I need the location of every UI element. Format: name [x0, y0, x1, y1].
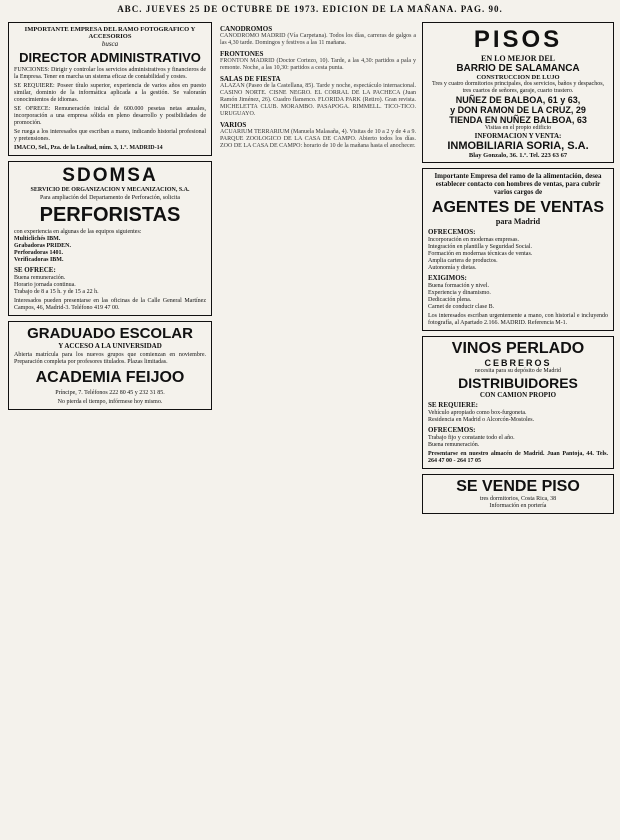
piso-title: SE VENDE PISO	[456, 478, 580, 495]
vinos-contact: Presentarse en nuestro almacén de Madrid. Juan Pantoja, 44. Tels. 264 47 00 - 264 17 05	[428, 451, 608, 464]
piso-contact: Información en portería	[489, 503, 547, 509]
pisos-company: INMOBILIARIA SORIA, S.A.	[447, 140, 589, 152]
agentes-sub: para Madrid	[495, 217, 541, 226]
pisos-contact: Blay Gonzalo, 36. 1.º. Tel. 223 63 67	[468, 152, 568, 159]
offer-list	[428, 237, 608, 272]
sdomsa-title: PERFORISTAS	[39, 204, 181, 226]
section-title: SALAS DE FIESTA	[220, 75, 281, 83]
list-item: Perforadoras 1401.	[14, 250, 63, 256]
req-list	[428, 410, 608, 424]
section-text: CANODROMO MADRID (Vía Carpetana). Todos los días, carreras de galgos a las 4,30 tarde. Domingos y festivos a las 11 mañana.	[220, 33, 416, 46]
list-item: Buena formación y nivel.	[428, 283, 489, 289]
pisos-line1: EN LO MEJOR DEL	[480, 54, 555, 63]
sdomsa-name: SDOMSA	[62, 165, 158, 186]
offer-list	[14, 275, 206, 296]
list-item: Grabadoras PRIDEN.	[14, 243, 72, 249]
list-item: Multiclichés IBM.	[14, 236, 61, 242]
vinos-title: VINOS PERLADO	[451, 340, 585, 357]
pisos-addr1: NUÑEZ DE BALBOA, 61 y 63,	[455, 95, 581, 105]
ad-pisos	[422, 22, 614, 163]
funciones: FUNCIONES: Dirigir y controlar los servicios administrativos y financieros de la Empresa. Tener en marcha un sistema eficaz de contabilidad y costes.	[14, 67, 206, 80]
pisos-addr3: TIENDA EN NUÑEZ BALBOA, 63	[449, 115, 587, 125]
ofrece: SE OFRECE: Remuneración inicial de 600.000 pesetas netas anuales, incorporación a una empresa sólida en pleno desarrollo y posibilidades de promoción.	[14, 106, 206, 126]
graduado-title: GRADUADO ESCOLAR	[27, 325, 193, 342]
graduado-footer: No pierda el tiempo, infórmese hoy mismo.	[57, 399, 163, 405]
contact: Se ruega a los interesados que escriban a mano, indicando historial profesional y pretensiones.	[14, 129, 206, 142]
sdomsa-subtitle: SERVICIO DE ORGANIZACION Y MECANIZACION, S.A.	[30, 187, 190, 193]
page-header: ABC. JUEVES 25 DE OCTUBRE DE 1973. EDICION DE LA MAÑANA. PAG. 90.	[117, 4, 503, 14]
list-item: Incorporación en modernas empresas.	[428, 237, 519, 243]
section-title: VARIOS	[220, 121, 247, 129]
list-item: Formación en modernas técnicas de ventas.	[428, 251, 533, 257]
ad-piso	[422, 474, 614, 514]
list-item: Integración en plantilla y Seguridad Social.	[428, 244, 532, 250]
requiere: SE REQUIERE: Poseer título superior, experiencia de varios años en puesto similar, dominio de la informática aplicada a la gestión. Se valorarán conocimientos de idiomas.	[14, 83, 206, 103]
piso-body: tres dormitorios, Costa Rica, 38	[479, 496, 557, 502]
offer-list	[428, 435, 608, 449]
list-item: Vehículo apropiado como box-furgoneta.	[428, 410, 527, 416]
section-text: FRONTON MADRID (Doctor Cortezo, 10). Tarde, a las 4,30: partidos a pala y remonte. Noche, a las 10,30: partidos a cesta punta.	[220, 58, 416, 71]
ad-busca: busca	[101, 40, 119, 48]
graduado-subtitle: Y ACCESO A LA UNIVERSIDAD	[58, 342, 162, 350]
vinos-role2: CON CAMION PROPIO	[479, 391, 557, 399]
ad-director	[8, 22, 212, 156]
vinos-role: DISTRIBUIDORES	[458, 375, 578, 391]
ad-agentes	[422, 168, 614, 331]
pisos-body: Tres y cuatro dormitorios principales, dos servicios, baños y despachos, tres cuartos de señores, garaje, cuarto trastero.	[431, 81, 605, 94]
graduado-body: Abierta matrícula para los nuevos grupos que comienzan en noviembre. Preparación completa por profesores titulados. Plazas limitadas.	[14, 352, 206, 365]
section-title: CANODROMOS	[220, 25, 273, 33]
list-item: Buena remuneración.	[428, 442, 480, 448]
ad-sdomsa	[8, 161, 212, 316]
list-item: Autonomía y dietas.	[428, 265, 477, 271]
ofrecemos-label: OFRECEMOS:	[428, 228, 476, 236]
sdomsa-req: con experiencia en algunas de las equipos siguientes:	[14, 229, 142, 235]
vinos-sub: CEBREROS	[484, 358, 552, 368]
academy-name: ACADEMIA FEIJOO	[35, 369, 185, 386]
list-item: Buena remuneración.	[14, 275, 66, 281]
list-item: Amplia cartera de productos.	[428, 258, 498, 264]
list-item: Dedicación plena.	[428, 297, 472, 303]
pisos-title: PISOS	[473, 26, 563, 53]
ad-intro: IMPORTANTE EMPRESA DEL RAMO FOTOGRAFICO Y ACCESORIOS	[24, 26, 196, 40]
academy-address: Príncipe, 7. Teléfonos 222 80 45 y 232 31 85.	[55, 390, 165, 396]
section-text: ALAZAN (Paseo de la Castellana, 85). Tarde y noche, espectáculo internacional. CASINO NORTE. CISNE NEGRO. EL CORRAL DE LA PACHECA (Juan Ramón Jiménez, 26). Cuadro flamenco. FLORIDA PARK (Retiro). Gran revista. MICHELETTA CLUB. MORAMBO. PASAPOGA. RIMMELL. TICO-TICO. URUGUAYO.	[220, 83, 416, 117]
ad-graduado	[8, 321, 212, 410]
list-item: Trabajo de 8 a 15 h. y de 15 a 22 h.	[14, 289, 99, 295]
vinos-lead: necesita para su depósito de Madrid	[474, 368, 562, 374]
pisos-line3: CONSTRUCCION DE LUJO	[476, 74, 560, 81]
ofrece-label: SE OFRECE:	[14, 266, 56, 274]
list-item: Residencia en Madrid o Alcorcón-Mostoles.	[428, 417, 535, 423]
machine-list	[14, 236, 206, 264]
list-item: Verificadoras IBM.	[14, 257, 64, 263]
ad-title: DIRECTOR ADMINISTRATIVO	[19, 50, 201, 65]
list-item: Carnet de conducir clase B.	[428, 304, 495, 310]
pisos-visitas: Visitas en el propio edificio	[484, 125, 552, 131]
pisos-line2: BARRIO DE SALAMANCA	[456, 63, 580, 74]
req-list	[428, 283, 608, 311]
ad-vinos	[422, 336, 614, 469]
pisos-info: INFORMACION Y VENTA:	[474, 132, 562, 140]
sdomsa-contact: Interesados pueden presentarse en las oficinas de la Calle General Martínez Campos, 46, Madrid-3. Teléfono 419 47 00.	[14, 298, 206, 311]
list-item: Experiencia y dinamismo.	[428, 290, 491, 296]
ofrecemos-label: OFRECEMOS:	[428, 426, 476, 434]
right-column	[422, 22, 614, 836]
sdomsa-lead: Para ampliación del Departamento de Perforación, solicita	[39, 195, 181, 201]
imaco-address: IMACO, Sel., Pza. de la Lealtad, núm. 3, 1.º. MADRID-14	[14, 145, 163, 151]
exigimos-label: EXIGIMOS:	[428, 274, 467, 282]
middle-column	[220, 22, 416, 836]
left-column	[8, 22, 212, 836]
list-item: Horario jornada continua.	[14, 282, 76, 288]
agentes-title: AGENTES DE VENTAS	[431, 199, 605, 216]
section-title: FRONTONES	[220, 50, 264, 58]
agentes-intro: Importante Empresa del ramo de la alimentación, desea establecer contacto con hombres de ventas, para cubrir varios cargos de	[434, 172, 602, 196]
section-text: ACUARIUM TERRARIUM (Manuela Malasaña, 4). Visitas de 10 a 2 y de 4 a 9. PARQUE ZOOLOGICO DE LA CASA DE CAMPO. Abierto todos los días. ZOO DE LA CASA DE CAMPO: horario de 10 de la mañana hasta el anochecer.	[220, 129, 416, 149]
requiere-label: SE REQUIERE:	[428, 401, 478, 409]
pisos-addr2: y DON RAMON DE LA CRUZ, 29	[450, 105, 586, 115]
agentes-contact: Los interesados escriban urgentemente a mano, con historial e incluyendo fotografía, al Apartado 2.166. MADRID. Referencia M-1.	[428, 313, 608, 326]
list-item: Trabajo fijo y constante todo el año.	[428, 435, 515, 441]
